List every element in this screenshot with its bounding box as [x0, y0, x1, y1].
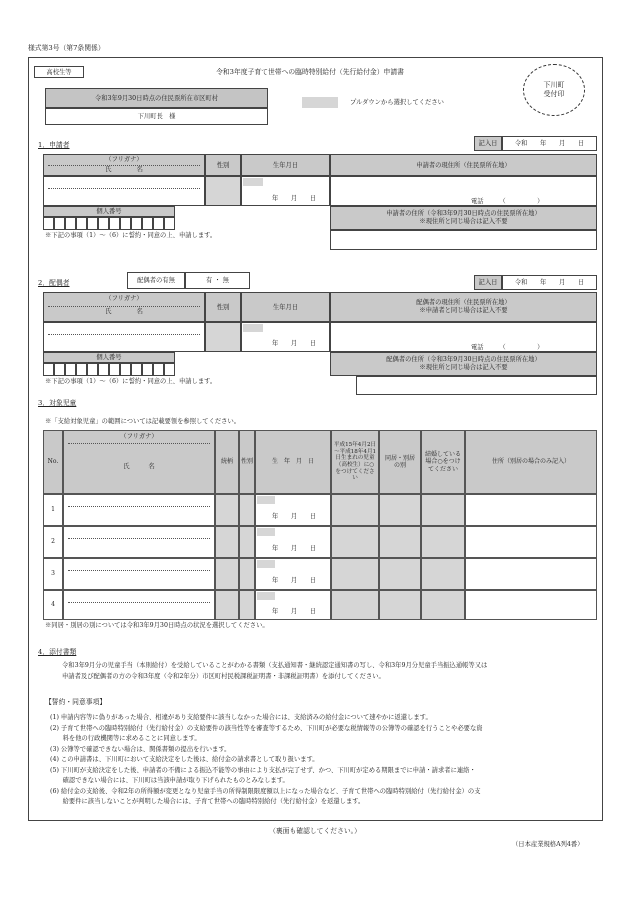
digit-box[interactable]: [98, 217, 109, 230]
row-address[interactable]: [465, 558, 597, 590]
s1-phone: 電話 （ ）: [471, 198, 544, 205]
residence-select[interactable]: 下川町長 様: [45, 108, 268, 125]
digit-box[interactable]: [153, 363, 164, 376]
s1-furigana-label: （フリガナ）: [105, 156, 143, 163]
digit-box[interactable]: [164, 217, 175, 230]
s2-gender-field[interactable]: [205, 322, 241, 352]
row-era-select[interactable]: [257, 560, 275, 568]
oath-item: (5) 下川町が支給決定をした後、申請者の不備による振込不能等の事由により支払が完了せず、かつ、下川町が定める期限までに申請・請求者に連絡・: [50, 766, 476, 774]
s2-divider: [48, 306, 200, 307]
row-address[interactable]: [465, 590, 597, 620]
oath-item: (3) 公簿等で確認できない場合は、関係書類の提出を行います。: [50, 745, 231, 753]
digit-box[interactable]: [164, 363, 175, 376]
dropdown-hint: プルダウンから選択してください: [350, 99, 444, 106]
s3-header-divider: [68, 443, 210, 444]
digit-box[interactable]: [142, 363, 153, 376]
s2-oath: ※下記の事項（1）～（6）に誓約・同意の上、申請します。: [45, 378, 217, 385]
s1-divider: [48, 165, 200, 166]
row-dob-value: 年 月 日: [272, 608, 317, 615]
row-address[interactable]: [465, 526, 597, 558]
s2-id-boxes[interactable]: [43, 363, 175, 376]
digit-box[interactable]: [109, 363, 120, 376]
digit-box[interactable]: [153, 217, 164, 230]
digit-box[interactable]: [76, 217, 87, 230]
s2-dob-header: 生年月日: [241, 292, 330, 322]
s1-date-label: 記入日: [474, 136, 502, 151]
row-cohabit[interactable]: [379, 526, 421, 558]
s3-footnote: ※同居・別居の別については令和3年9月30日時点の状況を選択してください。: [45, 622, 269, 629]
s2-phone: 電話 （ ）: [471, 344, 544, 351]
s1-addr2-line1: 申請者の住所（令和3年9月30日時点の住民票所在地）: [386, 210, 541, 217]
col-no: No.: [43, 430, 63, 494]
s1-name-divider: [48, 188, 200, 189]
s2-dob-field[interactable]: [241, 322, 330, 352]
oath-item: (6) 給付金の支給後、令和2年の所得額が変更となり児童手当の所得制限限度額以上になった場合など、子育て世帯への臨時特別給付（先行給付金）の支: [50, 787, 481, 795]
col-dob: 生 年 月 日: [255, 430, 331, 494]
s1-dob-header: 生年月日: [241, 154, 330, 176]
s3-name-label: 氏 名: [123, 462, 155, 470]
s2-gender-header: 性別: [205, 292, 241, 322]
s1-gender-field[interactable]: [205, 176, 241, 206]
row-born-check[interactable]: [331, 590, 379, 620]
s2-name-label: 氏 名: [105, 307, 143, 315]
oath-item: 確認できない場合には、下川町は当該申請が取り下げられたものとみなします。: [50, 777, 289, 784]
s4-line1: 令和3年9月分の児童手当（本則給付）を受給していることがわかる書類（支払通知書・継続認定通知書の写し、令和3年9月分児童手当振込通帳等又は: [62, 662, 488, 669]
reception-stamp: [523, 64, 585, 116]
row-era-select[interactable]: [257, 528, 275, 536]
digit-box[interactable]: [43, 363, 54, 376]
row-name[interactable]: [63, 558, 215, 590]
oath-list: [50, 714, 483, 809]
digit-box[interactable]: [87, 363, 98, 376]
s2-addr2-header: [330, 352, 597, 376]
s2-has-spouse-label: 配偶者の有無: [127, 272, 185, 289]
row-address[interactable]: [465, 494, 597, 526]
residence-label: 令和3年9月30日時点の住民票所在市区町村: [45, 88, 268, 108]
digit-box[interactable]: [65, 217, 76, 230]
s2-era-select[interactable]: [243, 324, 263, 332]
row-dob[interactable]: [255, 526, 331, 558]
digit-box[interactable]: [120, 217, 131, 230]
stamp-label: 受付印: [543, 89, 565, 98]
oath-item: (1) 申請内容等に偽りがあった場合、相違があり支給要件に該当しなかった場合には、支給済みの給付金について速やかに返還します。: [50, 714, 432, 721]
row-gender[interactable]: [239, 526, 255, 558]
row-dob-value: 年 月 日: [272, 545, 317, 552]
digit-box[interactable]: [54, 363, 65, 376]
back-note: （裏面も確認してください。）: [269, 827, 361, 835]
s1-date-field[interactable]: 令和 年 月 日: [502, 136, 597, 151]
row-no: 1: [43, 494, 63, 526]
digit-box[interactable]: [87, 217, 98, 230]
row-gender[interactable]: [239, 558, 255, 590]
s1-address-header: 申請者の現住所（住民票所在地）: [330, 154, 597, 176]
col-born-range: 平成15年4月2日～平成18年4月1日生まれの児童（高校生）に○をつけてください: [331, 430, 379, 494]
s2-date-field[interactable]: 令和 年 月 日: [502, 275, 597, 290]
oath-item: 給要件に該当しないことが判明した場合には、子育て世帯への臨時特別給付（先行給付金）を返還します。: [50, 798, 365, 805]
s4-line2: 申請者及び配偶者の方の令和3年度（令和2年分）市区町村民税課税証明書・非課税証明書）を添付してください。: [62, 673, 385, 680]
s2-id-header: 個人番号: [43, 352, 175, 363]
digit-box[interactable]: [120, 363, 131, 376]
s3-furigana-label: （フリガナ）: [120, 433, 158, 440]
section1-heading: 1．申請者: [38, 141, 70, 149]
row-no: 4: [43, 590, 63, 620]
row-relation[interactable]: [215, 526, 239, 558]
form-title: 令和3年度子育て世帯への臨時特別給付（先行給付金）申請書: [216, 68, 404, 76]
s2-address-line2: ※申請者と同じ場合は記入不要: [419, 306, 508, 314]
row-relation[interactable]: [215, 590, 239, 620]
row-no: 3: [43, 558, 63, 590]
s2-name-divider: [48, 334, 200, 335]
digit-box[interactable]: [131, 363, 142, 376]
oath-item: (2) 子育て世帯への臨時特別給付（先行給付金）の支給要件の該当性等を審査等するため、下川町が必要な税情報等の公簿等の確認を行うことや必要な資: [50, 724, 483, 732]
digit-box[interactable]: [109, 217, 120, 230]
row-dob[interactable]: [255, 494, 331, 526]
row-dob[interactable]: [255, 590, 331, 620]
col-married: 結婚している場合○をつけてください: [421, 430, 465, 494]
row-married[interactable]: [421, 494, 465, 526]
row-married[interactable]: [421, 526, 465, 558]
row-born-check[interactable]: [331, 526, 379, 558]
row-cohabit[interactable]: [379, 494, 421, 526]
children-table: [43, 430, 597, 620]
oath-item: (4) この申請書は、下川町において支給決定をした後は、給付金の請求書として取り扱います。: [50, 756, 319, 763]
row-cohabit[interactable]: [379, 590, 421, 620]
s1-addr2-field[interactable]: [330, 230, 597, 250]
row-divider: [68, 570, 210, 571]
s2-addr2-field[interactable]: [356, 376, 597, 395]
col-cohabit: 同居・別居の別: [379, 430, 421, 494]
row-married[interactable]: [421, 590, 465, 620]
row-relation[interactable]: [215, 558, 239, 590]
row-gender[interactable]: [239, 494, 255, 526]
digit-box[interactable]: [142, 217, 153, 230]
row-name[interactable]: [63, 526, 215, 558]
section2-heading: 2．配偶者: [38, 279, 70, 287]
s2-name-field[interactable]: [43, 322, 205, 352]
row-dob-value: 年 月 日: [272, 513, 317, 520]
s1-id-header: 個人番号: [43, 206, 175, 217]
stamp-town: 下川町: [543, 81, 565, 89]
s2-address-header: [330, 292, 597, 322]
digit-box[interactable]: [54, 217, 65, 230]
row-divider: [68, 506, 210, 507]
col-gender: 性別: [239, 430, 255, 494]
s1-era-select[interactable]: [243, 178, 263, 186]
s1-gender-header: 性別: [205, 154, 241, 176]
s1-id-boxes[interactable]: [43, 217, 175, 230]
s1-name-header: [43, 154, 205, 176]
s2-addr2-line1: 配偶者の住所（令和3年9月30日時点の住民票所在地）: [386, 356, 541, 363]
s1-name-field[interactable]: [43, 176, 205, 206]
dropdown-sample: [302, 97, 338, 108]
s3-note: ※「支給対象児童」の範囲については記載要領を参照してください。: [45, 418, 241, 425]
digit-box[interactable]: [131, 217, 142, 230]
row-no: 2: [43, 526, 63, 558]
s2-name-header: [43, 292, 205, 322]
col-address: 住所（別居の場合のみ記入）: [465, 430, 597, 494]
row-dob[interactable]: [255, 558, 331, 590]
category-label: 高校生等: [34, 66, 84, 78]
s2-date-label: 記入日: [474, 275, 502, 290]
digit-box[interactable]: [43, 217, 54, 230]
s2-addr2-line2: ※現住所と同じ場合は記入不要: [419, 363, 508, 371]
row-born-check[interactable]: [331, 494, 379, 526]
section4-heading: 4．添付書類: [38, 648, 77, 656]
digit-box[interactable]: [65, 363, 76, 376]
col-relation: 続柄: [215, 430, 239, 494]
s2-dob-value: 年 月 日: [272, 340, 317, 347]
row-gender[interactable]: [239, 590, 255, 620]
row-name[interactable]: [63, 590, 215, 620]
digit-box[interactable]: [76, 363, 87, 376]
s1-dob-value: 年 月 日: [272, 195, 317, 202]
row-relation[interactable]: [215, 494, 239, 526]
s1-addr2-line2: ※現住所と同じ場合は記入不要: [419, 217, 508, 225]
s2-address-line1: 配偶者の現住所（住民票所在地）: [416, 299, 511, 306]
row-name[interactable]: [63, 494, 215, 526]
row-born-check[interactable]: [331, 558, 379, 590]
row-era-select[interactable]: [257, 496, 275, 504]
form-number: 様式第3号（第7条関係）: [28, 44, 105, 52]
row-cohabit[interactable]: [379, 558, 421, 590]
paper-size: （日本産業規格A列4番）: [512, 841, 584, 848]
s2-has-spouse-select[interactable]: 有 ・ 無: [185, 272, 250, 289]
s2-address-field[interactable]: [330, 322, 597, 352]
col-name: [63, 430, 215, 494]
s1-oath: ※下記の事項（1）～（6）に誓約・同意の上、申請します。: [45, 232, 217, 239]
s1-address-field[interactable]: [330, 176, 597, 206]
oath-heading: 【誓約・同意事項】: [45, 698, 107, 706]
row-dob-value: 年 月 日: [272, 577, 317, 584]
row-married[interactable]: [421, 558, 465, 590]
row-divider: [68, 538, 210, 539]
row-divider: [68, 602, 210, 603]
s1-addr2-header: [330, 206, 597, 230]
s2-furigana-label: （フリガナ）: [105, 295, 143, 302]
s1-name-label: 氏 名: [105, 165, 143, 173]
oath-item: 料を他の行政機関等に求めることに同意します。: [50, 735, 201, 742]
digit-box[interactable]: [98, 363, 109, 376]
section3-heading: 3．対象児童: [38, 399, 77, 407]
row-era-select[interactable]: [257, 592, 275, 600]
s1-dob-field[interactable]: [241, 176, 330, 206]
